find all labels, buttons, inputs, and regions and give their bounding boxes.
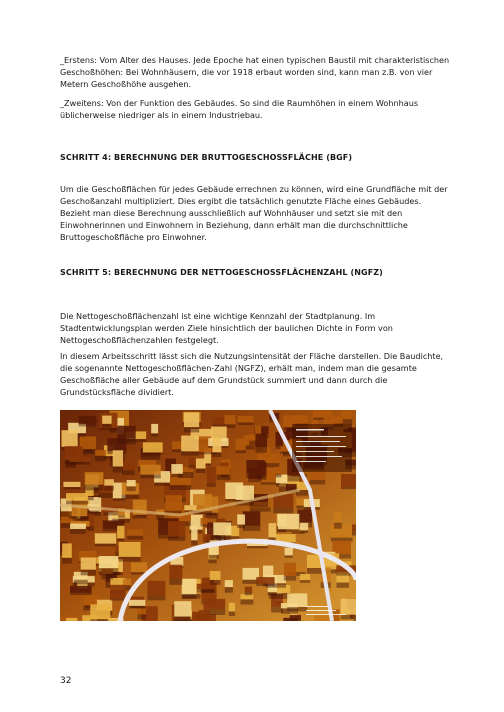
building-shadow — [236, 450, 246, 453]
building-block — [127, 529, 143, 535]
building-shadow — [213, 535, 231, 540]
building-block — [184, 505, 196, 510]
building-block — [81, 558, 96, 570]
building-shadow — [284, 576, 296, 581]
building-shadow — [95, 456, 106, 461]
building-shadow — [174, 617, 191, 621]
building-shadow — [117, 439, 135, 445]
building-shadow — [65, 466, 76, 468]
building-block — [143, 442, 163, 452]
building-block — [184, 412, 199, 427]
building-shadow — [154, 483, 170, 486]
building-block — [189, 457, 196, 465]
legend-box — [292, 424, 352, 472]
building-shadow — [63, 487, 80, 489]
building-shadow — [229, 612, 235, 617]
building-block — [113, 450, 123, 466]
building-shadow — [245, 592, 252, 596]
building-block — [236, 486, 254, 501]
building-block — [168, 521, 186, 537]
building-shadow — [151, 433, 158, 436]
building-shadow — [69, 462, 90, 465]
building-block — [90, 604, 110, 619]
building-shadow — [310, 480, 326, 484]
building-shadow — [74, 580, 88, 585]
building-block — [122, 462, 135, 471]
building-shadow — [61, 511, 72, 517]
building-shadow — [101, 574, 113, 580]
building-block — [245, 587, 252, 592]
building-shadow — [196, 469, 206, 473]
building-block — [166, 495, 183, 511]
building-shadow — [138, 614, 147, 619]
building-shadow — [170, 485, 191, 490]
building-shadow — [341, 487, 356, 489]
building-shadow — [70, 593, 92, 595]
building-block — [276, 467, 282, 474]
building-shadow — [354, 620, 356, 622]
building-block — [297, 510, 312, 523]
building-shadow — [169, 579, 182, 585]
building-block — [217, 466, 231, 474]
building-block — [138, 608, 147, 614]
building-shadow — [201, 524, 208, 526]
building-block — [341, 599, 356, 615]
building-shadow — [81, 570, 96, 576]
building-shadow — [102, 424, 111, 428]
building-shadow — [104, 486, 114, 491]
building-block — [102, 416, 111, 424]
building-block — [99, 556, 119, 568]
building-block — [210, 571, 221, 580]
building-shadow — [85, 485, 104, 491]
building-block — [131, 562, 147, 572]
building-block — [70, 524, 86, 530]
building-shadow — [95, 544, 116, 547]
building-block — [79, 416, 97, 424]
city-3d-building-height-map — [60, 410, 356, 621]
building-block — [117, 426, 135, 439]
building-block — [70, 586, 92, 593]
building-block — [104, 479, 114, 486]
building-shadow — [191, 540, 197, 545]
building-shadow — [182, 594, 197, 599]
building-shadow — [184, 427, 199, 432]
building-shadow — [217, 475, 231, 481]
building-shadow — [352, 531, 356, 535]
building-block — [212, 417, 224, 424]
building-shadow — [117, 539, 124, 542]
building-shadow — [181, 451, 199, 455]
building-shadow — [273, 507, 293, 513]
building-shadow — [171, 474, 183, 477]
building-shadow — [156, 515, 164, 520]
building-block — [123, 579, 131, 585]
building-shadow — [276, 483, 288, 486]
building-shadow — [337, 583, 350, 588]
building-shadow — [238, 423, 254, 426]
building-shadow — [119, 557, 141, 562]
building-shadow — [210, 580, 221, 585]
building-shadow — [122, 471, 135, 475]
building-shadow — [197, 589, 215, 592]
building-shadow — [129, 606, 145, 609]
building-block — [95, 450, 106, 456]
building-shadow — [141, 456, 161, 459]
building-shadow — [256, 584, 274, 586]
building-block — [225, 580, 233, 587]
building-block — [110, 585, 126, 599]
building-block — [278, 514, 299, 530]
building-shadow — [122, 495, 139, 499]
building-shadow — [287, 607, 307, 611]
city-3d-render — [60, 410, 356, 621]
building-shadow — [241, 599, 254, 604]
building-block — [334, 512, 342, 523]
building-block — [203, 534, 211, 540]
building-block — [95, 533, 116, 543]
building-shadow — [237, 525, 245, 529]
building-shadow — [268, 592, 277, 596]
building-block — [287, 593, 307, 607]
building-shadow — [90, 619, 110, 621]
building-shadow — [341, 615, 356, 620]
building-block — [236, 438, 246, 450]
building-block — [86, 597, 98, 605]
building-shadow — [99, 568, 119, 573]
building-block — [171, 464, 183, 474]
building-shadow — [287, 476, 301, 482]
building-block — [213, 522, 231, 535]
heading-schritt-5: SCHRITT 5: BERECHNUNG DER NETTOGESCHOSSFLÄCHENZAHL (NGFZ) — [60, 268, 383, 277]
building-shadow — [110, 598, 126, 600]
building-block — [147, 581, 165, 596]
paragraph-ngfz-intro: Die Nettogeschoßflächenzahl ist eine wichtige Kennzahl der Stadtplanung. Im Stadtentwicklungsplan werden Ziele hinsichtlich der baulichen Dichte in Form von Nettogeschoßflächenzahlen festgelegt. — [60, 311, 393, 345]
building-block — [352, 525, 356, 532]
building-shadow — [213, 452, 222, 457]
building-block — [256, 577, 274, 584]
building-block — [129, 600, 145, 606]
building-block — [199, 610, 210, 621]
building-block — [257, 462, 266, 476]
building-shadow — [225, 587, 233, 593]
building-shadow — [133, 515, 147, 518]
building-block — [66, 493, 88, 501]
building-shadow — [255, 447, 267, 453]
building-block — [224, 415, 235, 424]
building-block — [204, 599, 226, 610]
building-shadow — [334, 523, 342, 529]
building-shadow — [209, 555, 219, 559]
building-block — [196, 459, 206, 469]
building-block — [201, 518, 208, 524]
building-block — [117, 526, 124, 539]
building-shadow — [99, 493, 113, 498]
building-shadow — [62, 558, 72, 564]
building-shadow — [300, 530, 308, 533]
building-block — [151, 424, 158, 434]
paragraph-erstens: _Erstens: Vom Alter des Hauses. Jede Epoche hat einen typischen Baustil mit charakteristischen Geschoßhöhen: Bei Wohnhäusern, die vor 1918 erbaut worden sind, kann man z.B. von vier Metern Geschoßhöhe ausgehen. — [60, 55, 450, 89]
building-shadow — [250, 508, 271, 512]
building-shadow — [143, 453, 163, 455]
building-shadow — [147, 596, 165, 600]
building-shadow — [118, 516, 125, 518]
building-block — [169, 565, 182, 579]
building-block — [229, 603, 235, 612]
building-shadow — [79, 424, 97, 426]
building-shadow — [168, 537, 186, 541]
building-block — [213, 438, 222, 453]
building-shadow — [276, 474, 282, 478]
building-block — [62, 543, 72, 557]
building-shadow — [208, 559, 216, 563]
building-shadow — [307, 568, 323, 574]
building-shadow — [257, 476, 266, 480]
building-shadow — [66, 501, 88, 505]
building-shadow — [285, 555, 293, 557]
building-block — [66, 618, 77, 621]
building-block — [243, 511, 260, 526]
building-block — [174, 601, 191, 616]
building-shadow — [87, 511, 99, 514]
building-block — [285, 548, 293, 556]
building-shadow — [127, 486, 136, 491]
building-block — [284, 563, 296, 576]
building-shadow — [127, 536, 143, 540]
building-shadow — [113, 467, 123, 473]
building-block — [269, 523, 277, 537]
building-block — [119, 542, 141, 557]
building-shadow — [140, 475, 161, 479]
building-shadow — [70, 529, 86, 534]
page-number: 32 — [60, 676, 72, 686]
paragraph-bgf: Um die Geschoßflächen für jedes Gebäude errechnen zu können, wird eine Grundfläche mit der Geschoßanzahl multipliziert. Dies ergibt die tatsächlich genutzte Fläche eines Gebäudes. Bezieht man diese Berechnung ausschließlich auf Wohnhäuser und setzt sie mit den Einwohnerinnen und Einwohnern in Beziehung, dann erhält man die durchschnittliche Bruttogeschoßfläche pro Einwohner. — [60, 184, 448, 242]
building-block — [237, 514, 245, 524]
building-shadow — [203, 540, 211, 542]
building-shadow — [247, 546, 268, 548]
building-block — [207, 467, 216, 483]
heading-schritt-4: SCHRITT 4: BERECHNUNG DER BRUTTOGESCHOSSFLÄCHE (BGF) — [60, 153, 353, 162]
building-block — [341, 474, 356, 487]
building-block — [140, 465, 161, 475]
building-block — [300, 523, 308, 531]
paragraph-zweitens: _Zweitens: Von der Funktion des Gebäudes. So sind die Raumhöhen in einem Wohnhaus üblicherweise niedriger als in einem Industriebau. — [60, 98, 419, 120]
building-shadow — [300, 580, 310, 583]
building-shadow — [278, 529, 299, 531]
building-shadow — [243, 526, 260, 531]
building-block — [300, 574, 310, 580]
building-block — [127, 480, 136, 486]
building-shadow — [189, 465, 196, 469]
building-block — [62, 430, 78, 447]
building-block — [238, 416, 254, 423]
building-block — [191, 526, 197, 540]
building-shadow — [207, 483, 216, 487]
paragraph-ngfz-calc: In diesem Arbeitsschritt lässt sich die Nutzungsintensität der Fläche darstellen. Die Baudichte, die sogenannte Nettogeschoßflächen-Zahl (NGFZ), erhält man, indem man die gesamte Geschoßfläche aller Gebäude auf dem Grundstück summiert und dann durch die Grundstücksfläche dividiert. — [60, 351, 444, 397]
building-block — [255, 434, 267, 448]
building-shadow — [100, 428, 118, 430]
building-block — [181, 436, 199, 452]
building-block — [69, 457, 90, 462]
building-block — [182, 579, 197, 595]
building-block — [294, 415, 308, 424]
building-block — [283, 618, 297, 621]
building-block — [85, 472, 104, 485]
building-block — [63, 482, 80, 487]
